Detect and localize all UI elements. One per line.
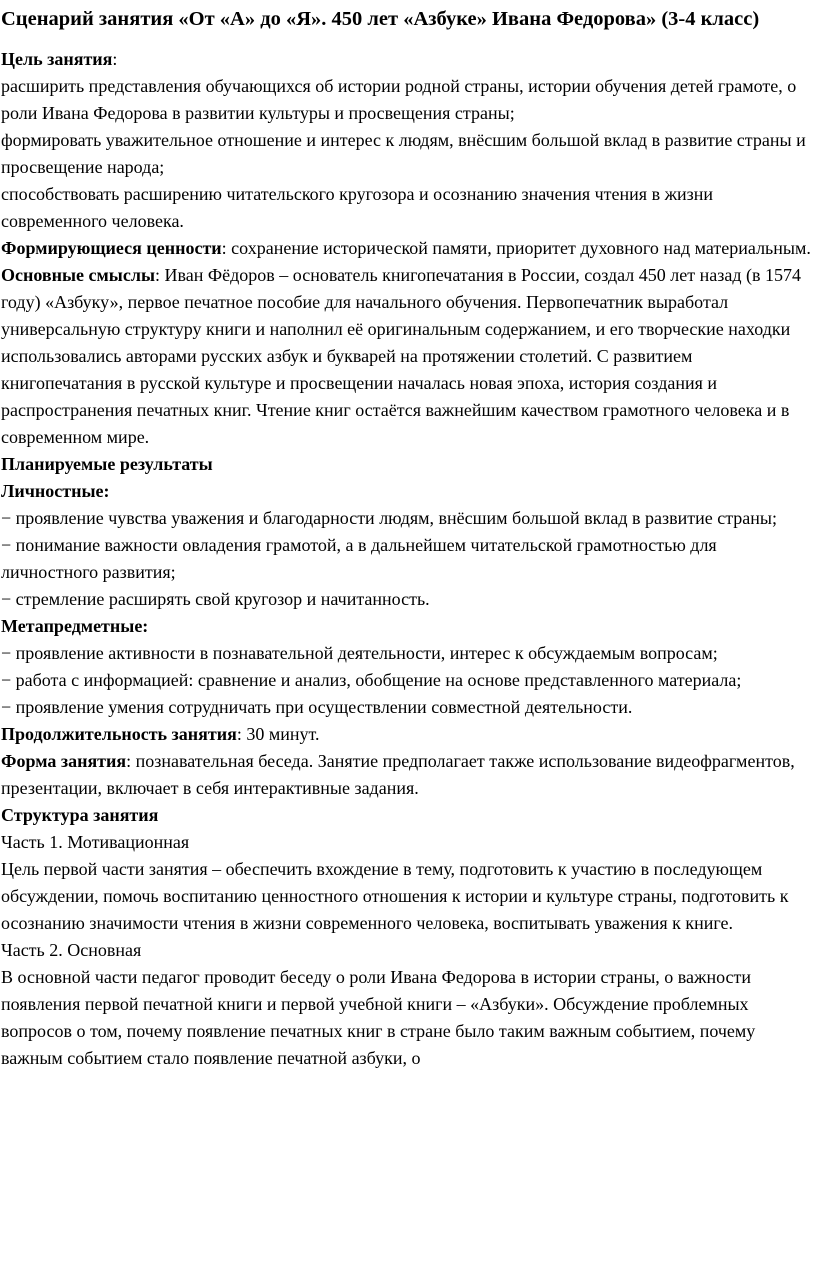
- meta-item: − проявление активности в познавательной деятельности, интерес к обсуждаемым вопросам;: [1, 643, 718, 663]
- duration-label: Продолжительность занятия: [1, 724, 237, 744]
- personal-heading: Личностные:: [1, 481, 110, 501]
- meanings-paragraph: [1, 262, 814, 451]
- personal-item: − понимание важности овладения грамотой, а в дальнейшем читательской грамотностью для личностного развития;: [1, 535, 717, 582]
- meta-item: − работа с информацией: сравнение и анализ, обобщение на основе представленного материала;: [1, 670, 742, 690]
- part2-text: В основной части педагог проводит беседу о роли Ивана Федорова в истории страны, о важности появления первой печатной книги и первой учебной книги – «Азбуки». Обсуждение проблемных вопросов о том, почему появление печатных книг в стране было таким важным событием, почему важным событием стало появление печатной азбуки, о: [1, 967, 756, 1068]
- results-heading: Планируемые результаты: [1, 454, 213, 474]
- values-text: : сохранение исторической памяти, приоритет духовного над материальным.: [221, 238, 811, 258]
- goal-heading: [1, 46, 814, 73]
- goal-item: расширить представления обучающихся об истории родной страны, истории обучения детей грамоте, о роли Ивана Федорова в развитии культуры и просвещения страны;: [1, 76, 797, 123]
- goal-item: формировать уважительное отношение и интерес к людям, внёсшим большой вклад в развитие страны и просвещение народа;: [1, 130, 806, 177]
- values-paragraph: [1, 235, 814, 262]
- values-label: Формирующиеся ценности: [1, 238, 222, 258]
- form-paragraph: [1, 748, 814, 802]
- duration-paragraph: [1, 721, 814, 748]
- meta-item: − проявление умения сотрудничать при осуществлении совместной деятельности.: [1, 697, 633, 717]
- form-text: : познавательная беседа. Занятие предполагает также использование видеофрагментов, презентации, включает в себя интерактивные задания.: [1, 751, 795, 798]
- document-title: Сценарий занятия «От «А» до «Я». 450 лет «Азбуке» Ивана Федорова» (3-4 класс): [1, 8, 760, 30]
- meta-heading: Метапредметные:: [1, 616, 149, 636]
- goal-label-colon: :: [112, 49, 118, 69]
- goal-label: Цель занятия: [1, 49, 113, 69]
- part1-text: Цель первой части занятия – обеспечить вхождение в тему, подготовить к участию в последующем обсуждении, помочь воспитанию ценностного отношения к истории и культуре страны, подготовить к осознанию значимости чтения в жизни современного человека, воспитывать уважения к книге.: [1, 859, 789, 933]
- goal-item: способствовать расширению читательского кругозора и осознанию значения чтения в жизни современного человека.: [1, 184, 714, 231]
- form-label: Форма занятия: [1, 751, 127, 771]
- meanings-text: : Иван Фёдоров – основатель книгопечатания в России, создал 450 лет назад (в 1574 году) «Азбуку», первое печатное пособие для начального обучения. Первопечатник выработал универсальную структуру книги и наполнил её оригинальным содержанием, и его творческие находки использовались авторами русских азбук и букварей на протяжении столетий. С развитием книгопечатания в русской культуре и просвещении началась новая эпоха, история создания и распространения печатных книг. Чтение книг остаётся важнейшим качеством грамотного человека и в современном мире.: [1, 265, 801, 447]
- part2-title: Часть 2. Основная: [1, 940, 142, 960]
- personal-item: − проявление чувства уважения и благодарности людям, внёсшим большой вклад в развитие страны;: [1, 508, 778, 528]
- meanings-label: Основные смыслы: [1, 265, 155, 285]
- structure-heading: Структура занятия: [1, 805, 159, 825]
- part1-title: Часть 1. Мотивационная: [1, 832, 190, 852]
- personal-item: − стремление расширять свой кругозор и начитанность.: [1, 589, 430, 609]
- duration-text: : 30 минут.: [236, 724, 320, 744]
